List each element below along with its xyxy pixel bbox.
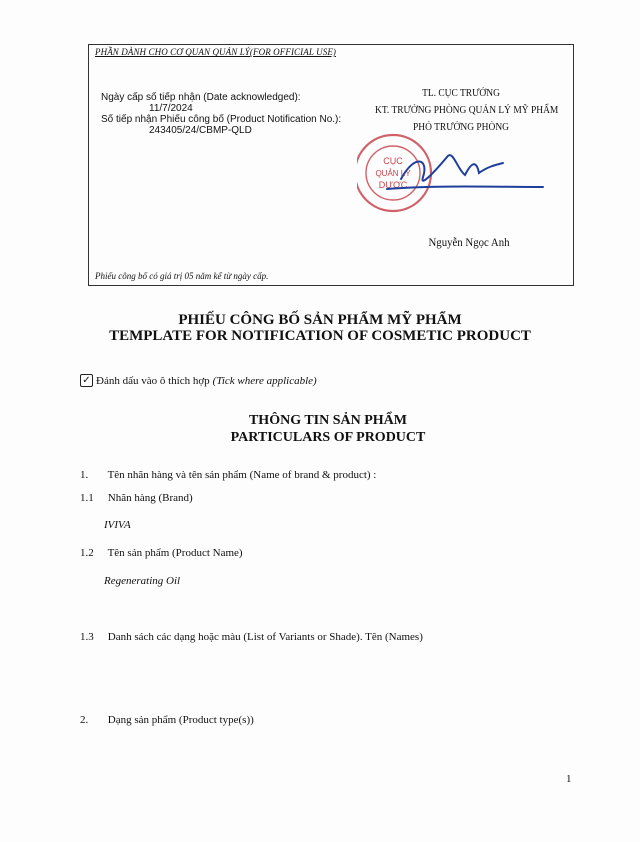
item-2-number: 2. [80,714,89,726]
stamp-line-1: CỤC [383,156,403,166]
checkbox-icon: ✓ [80,374,93,387]
tick-instruction-text: Đánh dấu vào ô thích hợp [96,374,210,387]
item-1-2-number: 1.2 [80,547,94,559]
item-1-3 [80,631,423,643]
item-1-number: 1. [80,469,89,481]
tick-instruction [80,374,317,387]
ack-date-label: Ngày cấp số tiếp nhận (Date acknowledged): [101,92,301,103]
signature-underline [387,187,543,190]
item-1-1-number: 1.1 [80,492,94,504]
item-1 [80,469,376,481]
official-use-header: PHẦN DÀNH CHO CƠ QUAN QUẢN LÝ(FOR OFFICIAL USE) [95,47,337,57]
official-use-box [88,44,574,286]
stamp-line-3: DƯỢC [378,180,408,190]
stamp-line-2: QUẢN LÝ [375,169,411,178]
item-2 [80,714,254,726]
item-1-1-label: Nhãn hàng (Brand) [107,492,193,504]
section-title-vietnamese: THÔNG TIN SẢN PHẨM [248,413,408,428]
official-stamp-seal [357,129,557,229]
item-2-label: Dạng sản phẩm (Product type(s)) [107,714,254,726]
acknowledgement-block [101,92,341,136]
signature-line-2: KT. TRƯỞNG PHÒNG QUẢN LÝ MỸ PHẨM [375,104,559,116]
validity-note: Phiếu công bố có giá trị 05 năm kể từ ngày cấp. [95,271,269,281]
item-1-label: Tên nhãn hàng và tên sản phẩm (Name of brand & product) : [107,469,377,481]
signer-name: Nguyễn Ngọc Anh [428,235,510,249]
page-number: 1 [566,773,572,785]
tick-instruction-text-en: (Tick where applicable) [212,374,317,387]
section-title-english: PARTICULARS OF PRODUCT [230,430,426,445]
title-english: TEMPLATE FOR NOTIFICATION OF COSMETIC PRODUCT [109,328,531,344]
item-1-3-number: 1.3 [80,631,94,643]
notification-no-value: 243405/24/CBMP-QLD [149,125,252,136]
item-1-1 [80,492,193,504]
item-1-3-label: Danh sách các dạng hoặc màu (List of Variants or Shade). Tên (Names) [107,631,423,643]
ack-date-value: 11/7/2024 [149,103,193,114]
brand-value: IVIVA [104,519,131,531]
item-1-2 [80,547,243,559]
notification-no-label: Số tiếp nhận Phiếu công bố (Product Notification No.): [101,114,342,125]
title-vietnamese: PHIẾU CÔNG BỐ SẢN PHẨM MỸ PHẨM [178,312,462,328]
product-name-value: Regenerating Oil [104,575,181,587]
signature-line-1: TL. CỤC TRƯỞNG [422,87,500,99]
item-1-2-label: Tên sản phẩm (Product Name) [107,547,243,559]
signature-line-3: PHÓ TRƯỞNG PHÒNG [413,121,509,133]
